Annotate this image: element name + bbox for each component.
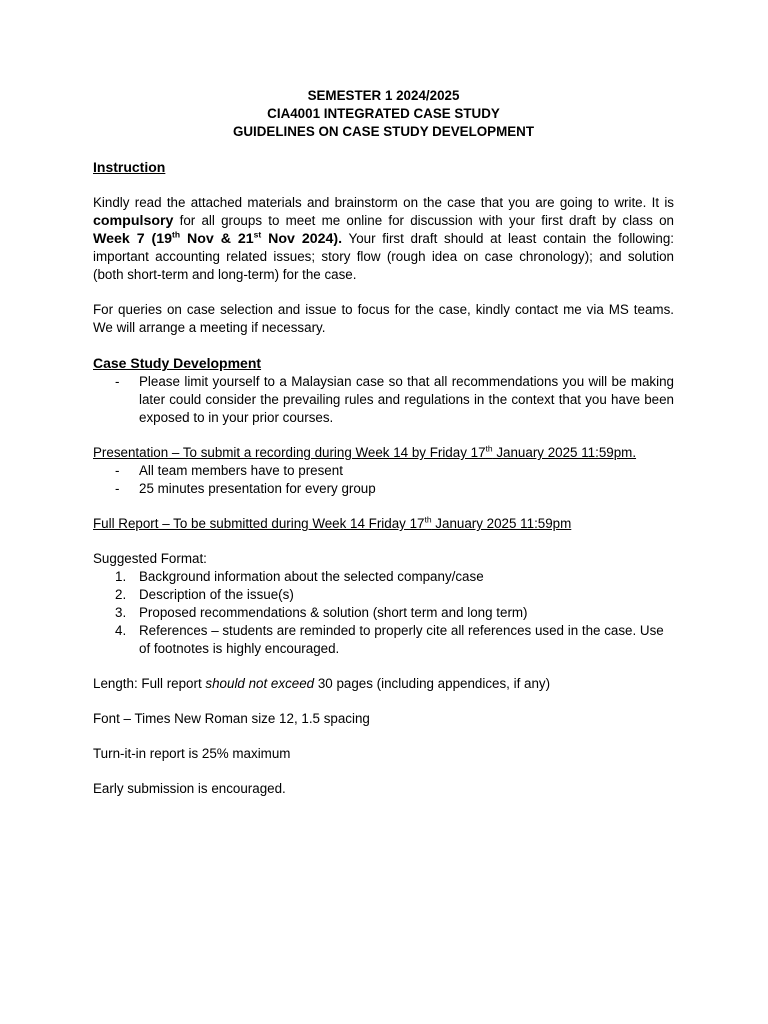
title-semester: SEMESTER 1 2024/2025 (307, 88, 460, 103)
document-title (93, 87, 674, 141)
list-item (93, 622, 674, 658)
p1-text-c: Your first draft should at least contain the following: important accounting related issues; story flow (rough idea on case chronology); and solution (both short-term and long-term) for the case. (93, 231, 674, 282)
p1-sup-th: th (172, 229, 181, 240)
p1-compulsory: compulsory (93, 213, 174, 229)
presentation-sup: th (485, 443, 493, 454)
full-report-heading (93, 515, 674, 533)
p1-text-a: Kindly read the attached materials and brainstorm on the case that you are going to write. It is (93, 195, 674, 210)
development-bullet-text: Please limit yourself to a Malaysian case so that all recommendations you will be making later could consider the prevailing rules and regulations in the context that you have been exposed to in your prior courses. (139, 374, 674, 425)
dash-marker: - (115, 463, 120, 478)
development-list (93, 373, 674, 427)
item-text: Description of the issue(s) (139, 587, 294, 602)
early-submission-line: Early submission is encouraged. (93, 781, 286, 796)
instruction-paragraph-2: For queries on case selection and issue to focus for the case, kindly contact me via MS teams. We will arrange a meeting if necessary. (93, 302, 674, 335)
dash-marker: - (115, 374, 120, 389)
full-report-heading-b: January 2025 11:59pm (431, 516, 572, 531)
item-number: 3. (115, 605, 127, 620)
format-list (93, 568, 674, 658)
presentation-heading-a: Presentation – To submit a recording during Week 14 by Friday 17 (93, 445, 486, 460)
full-report-heading-a: Full Report – To be submitted during Week 14 Friday 17 (93, 516, 425, 531)
item-number: 1. (115, 569, 127, 584)
p1-week-mid: Nov & 21 (180, 231, 254, 247)
p1-week-start: Week 7 (19 (93, 231, 173, 247)
development-heading: Case Study Development (93, 355, 262, 371)
title-guidelines: GUIDELINES ON CASE STUDY DEVELOPMENT (232, 124, 535, 139)
instruction-paragraph-1 (93, 194, 674, 284)
p1-text-b: for all groups to meet me online for discussion with your first draft by class on (173, 213, 674, 228)
p1-week (93, 231, 342, 247)
length-text-a: Length: Full report (93, 676, 206, 691)
dash-marker: - (115, 481, 120, 496)
p1-week-end: Nov 2024). (261, 231, 343, 247)
list-item (93, 462, 674, 480)
p1-sup-st: st (253, 229, 262, 240)
list-item (93, 586, 674, 604)
item-text: Background information about the selected company/case (139, 569, 484, 584)
item-text: References – students are reminded to properly cite all references used in the case. Use of footnotes is highly encouraged. (139, 623, 664, 656)
presentation-heading-b: January 2025 11:59pm. (492, 445, 637, 460)
presentation-list (93, 462, 674, 498)
font-line: Font – Times New Roman size 12, 1.5 spacing (93, 711, 370, 726)
length-text-b: 30 pages (including appendices, if any) (314, 676, 551, 691)
development-bullet (93, 373, 674, 427)
format-label: Suggested Format: (93, 551, 207, 566)
presentation-item-text: 25 minutes presentation for every group (139, 481, 376, 496)
list-item (93, 568, 674, 586)
title-course: CIA4001 INTEGRATED CASE STUDY (267, 106, 500, 121)
document-body (93, 87, 674, 798)
item-text: Proposed recommendations & solution (short term and long term) (139, 605, 528, 620)
turnitin-line: Turn-it-in report is 25% maximum (93, 746, 291, 761)
list-item (93, 604, 674, 622)
full-report-sup: th (424, 514, 432, 525)
presentation-item-text: All team members have to present (139, 463, 343, 478)
length-line (93, 675, 674, 693)
instruction-heading: Instruction (93, 159, 166, 175)
item-number: 4. (115, 623, 127, 638)
length-italic: should not exceed (205, 676, 315, 691)
presentation-heading (93, 444, 674, 462)
item-number: 2. (115, 587, 127, 602)
list-item (93, 480, 674, 498)
